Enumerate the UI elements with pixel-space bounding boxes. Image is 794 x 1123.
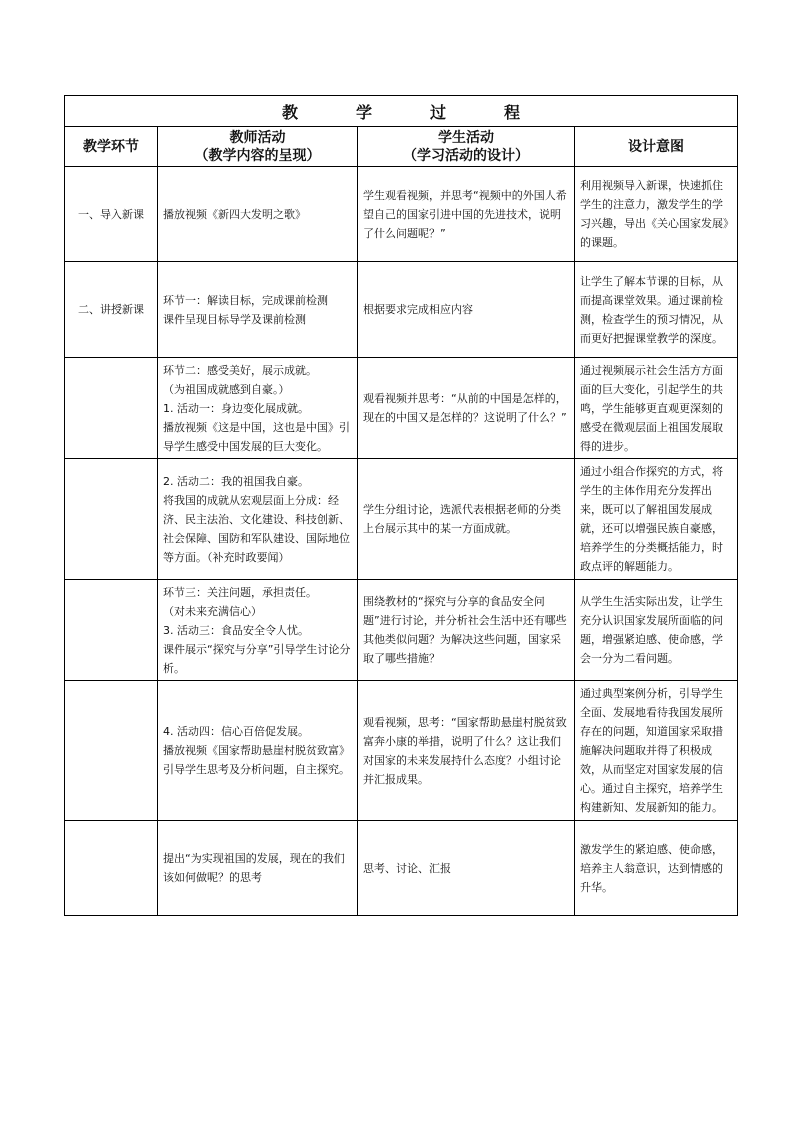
teacher-activity-cell-line: 课件呈现目标导学及课前检测	[163, 312, 306, 326]
teacher-activity-cell-line: 环节二：感受美好，展示成就。	[163, 363, 317, 377]
title-char: 教	[281, 102, 298, 122]
teacher-activity-cell-line: 环节三：关注问题，承担责任。	[163, 585, 317, 599]
teacher-activity-cell-line: 3. 活动三：食品安全令人忧。	[163, 623, 309, 637]
stage-cell	[65, 580, 158, 681]
table-row	[65, 459, 738, 580]
student-activity-cell	[358, 459, 575, 580]
teacher-activity-cell	[158, 167, 358, 262]
header-row	[65, 127, 738, 167]
teacher-activity-cell-line: 提出“为实现祖国的发展，现在的我们该如何做呢？的思考	[163, 852, 345, 884]
table-row	[65, 262, 738, 358]
design-intent-cell-line: 从学生生活实际出发，让学生充分认识国家发展所面临的问题，增强紧迫感、使命感，学会一分为二看问题。	[580, 595, 723, 665]
design-intent-cell	[575, 459, 738, 580]
student-activity-cell-line: 根据要求完成相应内容	[363, 303, 473, 316]
design-intent-cell	[575, 681, 738, 821]
teacher-activity-cell	[158, 262, 358, 358]
teacher-activity-cell-line: 课件展示“探究与分享”引导学生讨论分析。	[163, 642, 351, 675]
header-intent: 设计意图	[575, 127, 738, 167]
header-student: 学生活动 （学习活动的设计）	[358, 127, 575, 167]
table-row	[65, 821, 738, 916]
teacher-activity-cell	[158, 821, 358, 916]
table-row	[65, 580, 738, 681]
design-intent-cell-line: 通过典型案例分析，引导学生全面、发展地看待我国发展所存在的问题，知道国家采取措施解决问题取并得了积极成效，从而坚定对国家发展的信心。通过自主探究，培养学生构建新知、发展新知的能力。	[580, 687, 723, 814]
teacher-activity-cell-line: 播放视频《这是中国，这也是中国》引导学生感受中国发展的巨大变化。	[163, 420, 350, 453]
table-row	[65, 358, 738, 459]
teacher-activity-cell	[158, 459, 358, 580]
stage-cell	[65, 459, 158, 580]
title-char: 程	[504, 102, 521, 122]
student-activity-cell	[358, 821, 575, 916]
stage-cell	[65, 358, 158, 459]
student-activity-cell-line: 围绕教材的“探究与分享的食品安全问题”进行讨论，并分析社会生活中还有哪些其他类似问题？为解决这些问题，国家采取了哪些措施？	[363, 595, 567, 665]
header-stage: 教学环节	[65, 127, 158, 167]
student-activity-cell	[358, 358, 575, 459]
teacher-activity-cell-line: 2. 活动二：我的祖国我自豪。	[163, 474, 309, 488]
student-activity-cell	[358, 681, 575, 821]
student-activity-cell	[358, 262, 575, 358]
design-intent-cell-line: 激发学生的紧迫感、使命感，培养主人翁意识，达到情感的升华。	[580, 842, 723, 894]
table-row	[65, 167, 738, 262]
stage-cell	[65, 821, 158, 916]
stage-cell	[65, 681, 158, 821]
design-intent-cell	[575, 167, 738, 262]
design-intent-cell-line: 通过小组合作探究的方式，将学生的主体作用充分发挥出来，既可以了解祖国发展成就，还可以增强民族自豪感，培养学生的分类概括能力，时政点评的解题能力。	[580, 465, 723, 573]
teacher-activity-cell-line: 播放视频《新四大发明之歌》	[163, 207, 306, 221]
design-intent-cell	[575, 358, 738, 459]
teacher-activity-cell	[158, 681, 358, 821]
student-activity-cell-line: 思考、讨论、汇报	[363, 861, 451, 875]
design-intent-cell	[575, 821, 738, 916]
teacher-activity-cell-line: 4. 活动四：信心百倍促发展。	[163, 725, 309, 738]
header-teacher: 教师活动 （教学内容的呈现）	[158, 127, 358, 167]
student-activity-cell-line: 观看视频并思考：“从前的中国是怎样的，现在的中国又是怎样的？这说明了什么？”	[363, 392, 567, 424]
teacher-activity-cell	[158, 358, 358, 459]
table-title	[65, 96, 738, 127]
title-char: 过	[430, 102, 447, 122]
student-activity-cell-line: 观看视频，思考：“国家帮助悬崖村脱贫致富奔小康的举措，说明了什么？这让我们对国家的未来发展持什么态度？小组讨论并汇报成果。	[363, 715, 567, 786]
design-intent-cell-line: 通过视频展示社会生活方方面面的巨大变化，引起学生的共鸣，学生能够更直观更深刻的感受在微观层面上祖国发展取得的进步。	[580, 363, 723, 453]
title-row	[65, 96, 738, 127]
teacher-activity-cell-line: 1. 活动一：身边变化展成就。	[163, 401, 309, 415]
student-activity-cell-line: 学生分组讨论，选派代表根据老师的分类上台展示其中的某一方面成就。	[363, 503, 561, 535]
student-activity-cell	[358, 167, 575, 262]
teaching-process-table	[64, 95, 738, 916]
design-intent-cell-line: 利用视频导入新课，快速抓住学生的注意力，激发学生的学习兴趣，导出《关心国家发展》的课题。	[580, 179, 729, 249]
design-intent-cell	[575, 580, 738, 681]
student-activity-cell	[358, 580, 575, 681]
table-row	[65, 681, 738, 821]
student-activity-cell-line: 学生观看视频，并思考“视频中的外国人希望自己的国家引进中国的先进技术，说明了什么问题呢？”	[363, 188, 567, 240]
teacher-activity-cell-line: （对未来充满信心）	[163, 604, 262, 618]
teacher-activity-cell-line: （为祖国成就感到自豪。）	[163, 382, 290, 396]
design-intent-cell-line: 让学生了解本节课的目标，从而提高课堂效果。通过课前检测，检查学生的预习情况，从而更好把握课堂教学的深度。	[580, 274, 723, 345]
teacher-activity-cell-line: 将我国的成就从宏观层面上分成：经济、民主法治、文化建设、科技创新、社会保障、国防和军队建设、国际地位等方面。（补充时政要闻）	[163, 493, 350, 564]
stage-cell: 一、导入新课	[65, 167, 158, 262]
title-char: 学	[355, 102, 372, 122]
teacher-activity-cell	[158, 580, 358, 681]
stage-cell: 二、讲授新课	[65, 262, 158, 358]
teacher-activity-cell-line: 环节一：解读目标，完成课前检测	[163, 293, 328, 307]
design-intent-cell	[575, 262, 738, 358]
teacher-activity-cell-line: 播放视频《国家帮助悬崖村脱贫致富》引导学生思考及分析问题，自主探究。	[163, 744, 350, 776]
